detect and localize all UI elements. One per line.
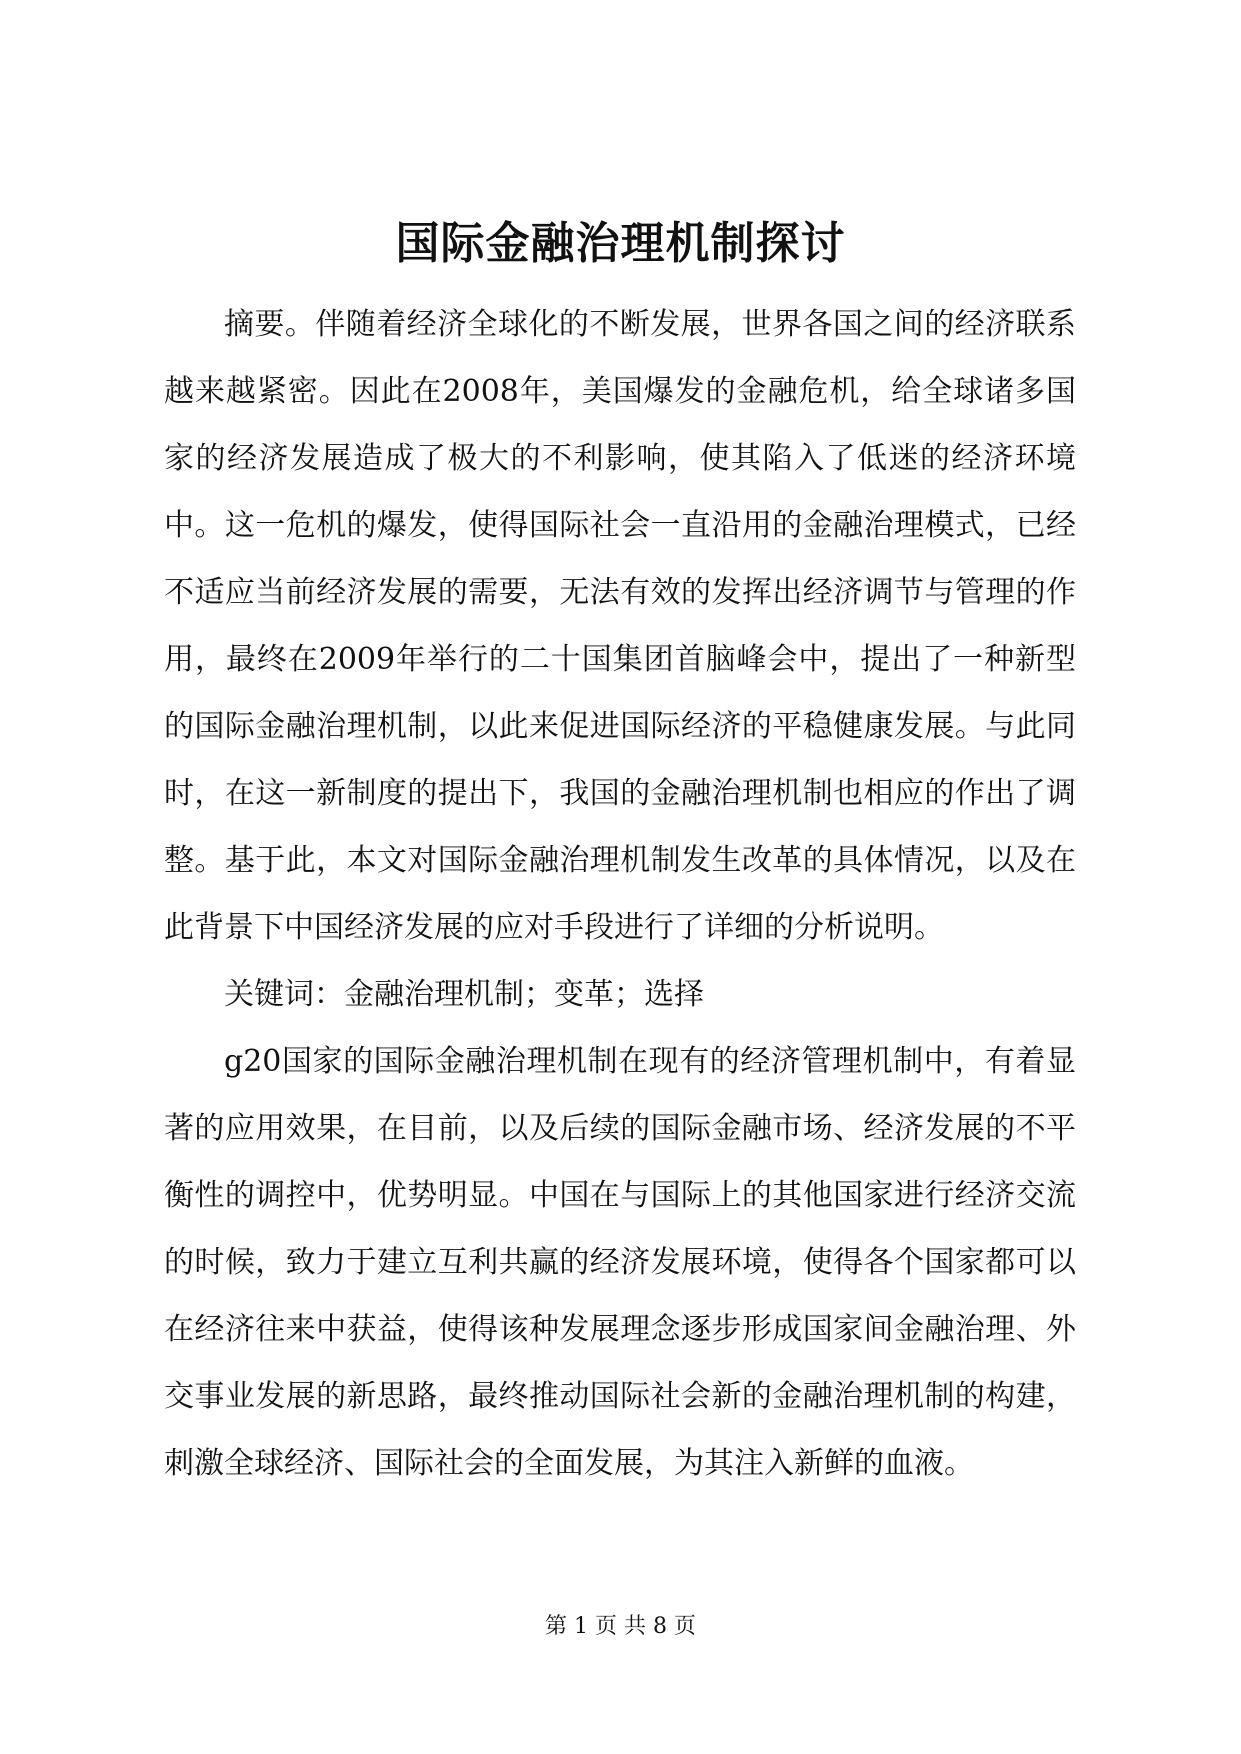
- page-footer: 第 1 页 共 8 页: [545, 1614, 696, 1639]
- body-paragraph: g20国家的国际金融治理机制在现有的经济管理机制中，有着显著的应用效果，在目前，以及后续的国际金融市场、经济发展的不平衡性的调控中，优势明显。中国在与国际上的其他国家进行经济交流的时候，致力于建立互利共赢的经济发展环境，使得各个国家都可以在经济往来中获益，使得该种发展理念逐步形成国家间金融治理、外交事业发展的新思路，最终推动国际社会新的金融治理机制的构建，刺激全球经济、国际社会的全面发展，为其注入新鲜的血液。: [164, 1044, 1076, 1481]
- document-title: 国际金融治理机制探讨: [395, 218, 846, 269]
- abstract-paragraph: 摘要。伴随着经济全球化的不断发展，世界各国之间的经济联系越来越紧密。因此在2008年，美国爆发的金融危机，给全球诸多国家的经济发展造成了极大的不利影响，使其陷入了低迷的经济环境中。这一危机的爆发，使得国际社会一直沿用的金融治理模式，已经不适应当前经济发展的需要，无法有效的发挥出经济调节与管理的作用，最终在2009年举行的二十国集团首脑峰会中，提出了一种新型的国际金融治理机制，以此来促进国际经济的平稳健康发展。与此同时，在这一新制度的提出下，我国的金融治理机制也相应的作出了调整。基于此，本文对国际金融治理机制发生改革的具体情况，以及在此背景下中国经济发展的应对手段进行了详细的分析说明。: [164, 307, 1076, 945]
- document-body: [164, 291, 1076, 1497]
- keywords-paragraph: 关键词：金融治理机制；变革；选择: [224, 977, 704, 1012]
